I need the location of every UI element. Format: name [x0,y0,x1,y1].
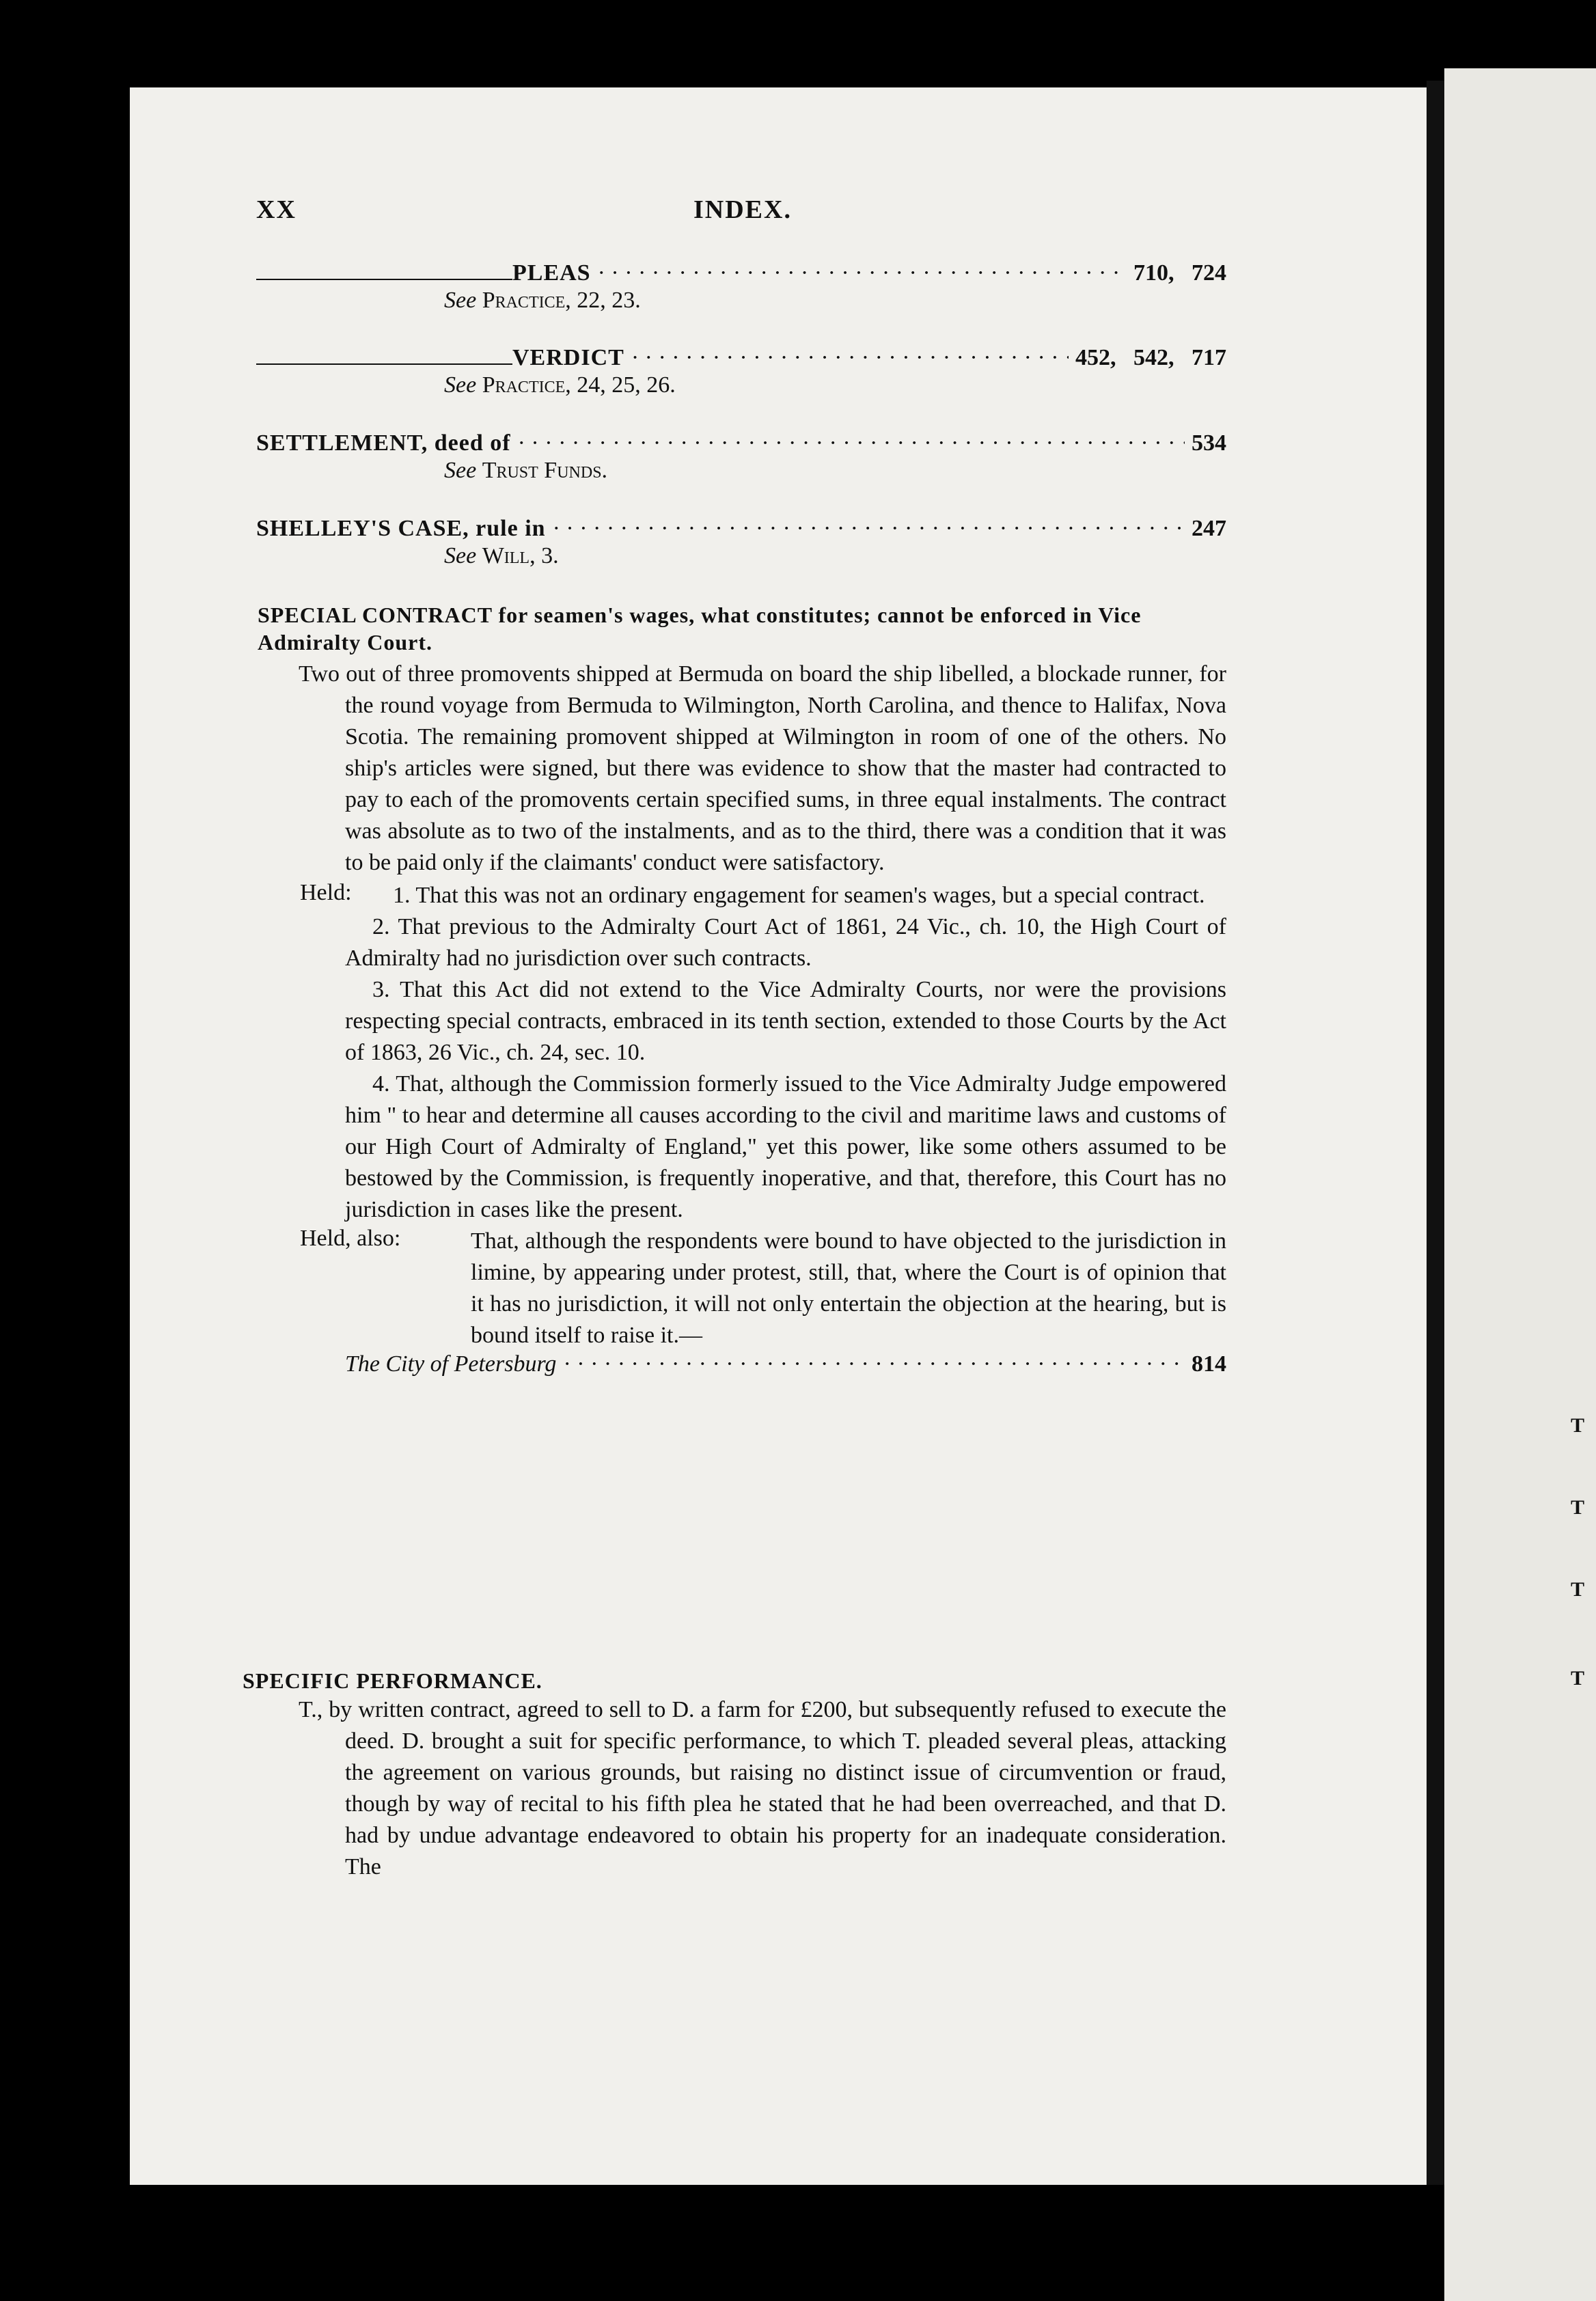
holding-also: That, although the respondents were bound to have objected to the jurisdiction in limine, by appearing under protest, still, that, where the Court is of opinion that it has no jurisdiction, it will not only entertain the objection at the hearing, but is bound itself to raise it.— [471,1228,1226,1348]
index-entry [256,430,1226,484]
holding-block [256,880,1226,911]
dot-leader [631,345,1069,371]
dot-leader [598,260,1127,286]
dash-rule [256,363,512,365]
entry-pages: 710, 724 [1133,260,1226,286]
specific-performance-entry [243,1667,1226,1883]
case-citation-row [256,1351,1226,1377]
fragment-1: T [1571,1414,1585,1437]
dot-leader [563,1351,1185,1377]
holding-3: 3. That this Act did not extend to the Vice Admiralty Courts, nor were the provisions respecting special contracts, embraced in its tenth section, extended to those Courts by the Act of 1863, 26 Vic., ch. 24, sec. 10. [345,977,1226,1065]
dash-rule [256,279,512,280]
page-gutter [1427,81,1444,2185]
case-name: The City of Petersburg [345,1351,557,1377]
entry-heading: SPECIFIC PERFORMANCE. [243,1668,542,1693]
entry-title: SHELLEY'S CASE, rule in [256,516,546,541]
special-contract-entry [256,601,1226,1377]
entry-title: VERDICT [512,345,624,370]
index-entry [256,260,1226,314]
see-reference: See Will, 3. [444,543,559,568]
index-entry [256,345,1226,398]
page-number: XX [256,195,297,224]
held-also-label: Held, also: [300,1226,401,1251]
entry-title: SETTLEMENT, deed of [256,430,511,456]
dot-leader [553,516,1185,542]
case-facts: Two out of three promovents shipped at Bermuda on board the ship libelled, a blockade runner, for the round voyage from Bermuda to Wilmington, North Carolina, and thence to Halifax, Nova Scotia. The remaining promovent shipped at Wilmington in room of one of the others. No ship's articles were signed, but there was evidence to show that the master had contracted to pay to each of the promovents certain specified sums, in three equal instalments. The contract was absolute as to two of the instalments, and as to the third, there was a condition that it was to be paid only if the claimants' conduct were satisfactory. [299,661,1226,875]
see-reference: See Practice, 24, 25, 26. [444,372,676,398]
index-entry [256,516,1226,569]
case-text: T., by written contract, agreed to sell to D. a farm for £200, but subsequently refused to execute the deed. D. brought a suit for specific performance, to which T. pleaded several pleas, attacking the agreement on various grounds, but raising no distinct issue of circumvention or fraud, though by way of recital to his fifth plea he stated that he had been overreached, and that D. had by undue advantage endeavored to obtain his property for an inadequate consideration. The [299,1697,1226,1879]
holding-2: 2. That previous to the Admiralty Court Act of 1861, 24 Vic., ch. 10, the High Court of Admiralty had no jurisdiction over such contracts. [345,914,1226,971]
scan-margin [0,2185,1353,2301]
entry-pages: 452, 542, 717 [1075,345,1226,370]
dot-leader [518,430,1185,456]
entry-pages: 534 [1192,430,1226,456]
fragment-2: T [1571,1496,1585,1519]
entry-heading: SPECIAL CONTRACT for seamen's wages, what constitutes; cannot be enforced in Vice Admiralty Court. [258,603,1142,655]
holding-4: 4. That, although the Commission formerly issued to the Vice Admiralty Judge empowered him " to hear and determine all causes according to the civil and maritime laws and customs of our High Court of Admiralty of England," yet this power, like some others assumed to be bestowed by the Commission, is frequently inoperative, and that, therefore, this Court has no jurisdiction in cases like the present. [345,1071,1226,1222]
fragment-4: T [1571,1667,1585,1690]
see-reference: See Trust Funds. [444,458,608,483]
holding-also-block [256,1226,1226,1351]
entry-title: PLEAS [512,260,591,286]
fragment-3: T [1571,1578,1585,1601]
case-page: 814 [1192,1351,1226,1377]
adjacent-page [1444,68,1596,2301]
entry-pages: 247 [1192,516,1226,541]
page-title: INDEX. [693,195,792,224]
held-label: Held: [300,880,352,905]
holding-1: 1. That this was not an ordinary engagement for seamen's wages, but a special contract. [393,883,1205,908]
see-reference: See Practice, 22, 23. [444,288,641,313]
